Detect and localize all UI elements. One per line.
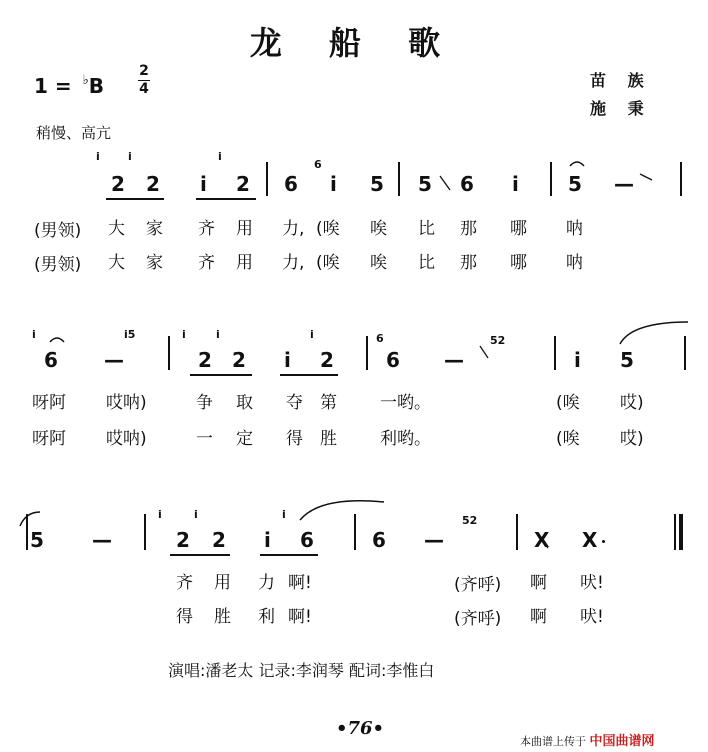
note: 6	[44, 348, 58, 372]
note: 6	[284, 172, 298, 196]
tempo-marking: 稍慢、高亢	[36, 124, 112, 142]
lyric: 唉	[370, 219, 387, 239]
lyric: 呀阿	[32, 393, 66, 413]
source-text: 本曲谱上传于	[520, 735, 586, 748]
meter-numerator: 2	[139, 63, 149, 79]
lyric: (男领)	[34, 221, 82, 241]
note: X	[534, 528, 550, 552]
lyric: (齐呼)	[454, 609, 502, 629]
lyric: 家	[146, 253, 163, 273]
lyric: (唉	[316, 219, 340, 239]
lyric: 啊	[530, 607, 547, 627]
dash: —	[424, 528, 444, 552]
grace-note: i	[32, 328, 36, 341]
lyric: 大	[108, 219, 125, 239]
lyric: 胜	[320, 429, 337, 449]
lyric: (唉	[556, 393, 580, 413]
note: i	[284, 348, 291, 372]
lyric: 啊	[530, 573, 547, 593]
lyric: (男领)	[34, 255, 82, 275]
page-number: •76•	[336, 718, 385, 739]
lyric: (齐呼)	[454, 575, 502, 595]
note: 5	[370, 172, 384, 196]
dash: —	[104, 348, 124, 372]
grace-note: i	[310, 328, 314, 341]
key-one: 1	[34, 74, 48, 98]
lyric: 得	[176, 607, 193, 627]
lyric: 力	[258, 573, 275, 593]
note: 6	[300, 528, 314, 552]
note: i	[574, 348, 581, 372]
lyric: 齐	[176, 573, 193, 593]
lyric: 利	[258, 607, 275, 627]
lyric: 那	[460, 219, 477, 239]
note: 2	[320, 348, 334, 372]
key-note: B	[88, 74, 105, 98]
lyric: 家	[146, 219, 163, 239]
note: 6	[386, 348, 400, 372]
lyric: 得	[286, 429, 303, 449]
lyric: 用	[214, 573, 231, 593]
grace-note: i	[218, 150, 222, 163]
grace-note: 52	[490, 334, 506, 347]
note: i	[512, 172, 519, 196]
lyric: 齐	[198, 219, 215, 239]
lyric: 力,	[282, 253, 305, 273]
grace-note: i	[158, 508, 162, 521]
dash: —	[92, 528, 112, 552]
grace-note: i	[194, 508, 198, 521]
grace-note: i	[182, 328, 186, 341]
note: 2	[146, 172, 160, 196]
lyric: 吠!	[580, 607, 604, 627]
performer-credits: 演唱:潘老太 记录:李润琴 配词:李惟白	[168, 661, 435, 680]
note: 6	[372, 528, 386, 552]
dash: —	[614, 172, 634, 196]
region-credit: 施 秉	[590, 99, 652, 118]
lyric: 哪	[510, 219, 527, 239]
lyric: 定	[236, 429, 253, 449]
song-title: 龙 船 歌	[249, 24, 459, 62]
meter-denominator: 4	[139, 81, 149, 97]
lyric: 取	[236, 393, 253, 413]
note: i	[200, 172, 207, 196]
note: 2	[198, 348, 212, 372]
lyric: 吠!	[580, 573, 604, 593]
lyric: 呀阿	[32, 429, 66, 449]
lyric: 比	[418, 219, 435, 239]
note: 5	[418, 172, 432, 196]
key-eq: =	[54, 74, 72, 98]
lyric: (唉	[316, 253, 340, 273]
lyric: 一	[196, 429, 213, 449]
lyric: 呐	[566, 219, 583, 239]
lyric: 一哟。	[380, 393, 431, 413]
lyric: 比	[418, 253, 435, 273]
note: 5	[30, 528, 44, 552]
lyric: 争	[196, 393, 213, 413]
dash: —	[444, 348, 464, 372]
lyric: 唉	[370, 253, 387, 273]
lyric: 啊!	[288, 573, 312, 593]
note: i	[264, 528, 271, 552]
note: 2	[212, 528, 226, 552]
lyric: 啊!	[288, 607, 312, 627]
grace-note: 52	[462, 514, 478, 527]
grace-note: i	[282, 508, 286, 521]
lyric: 大	[108, 253, 125, 273]
source-watermark	[520, 730, 655, 749]
lyric: 利哟。	[380, 429, 431, 449]
lyric: 第	[320, 393, 337, 413]
note: i	[330, 172, 337, 196]
lyric: 齐	[198, 253, 215, 273]
note: 2	[176, 528, 190, 552]
lyric: 用	[236, 219, 253, 239]
lyric: 哎呐)	[106, 393, 147, 413]
lyric: 胜	[214, 607, 231, 627]
lyric: 哪	[510, 253, 527, 273]
grace-note: i	[128, 150, 132, 163]
lyric: 那	[460, 253, 477, 273]
lyric: (唉	[556, 429, 580, 449]
note: 2	[111, 172, 125, 196]
grace-note: i5	[124, 328, 136, 341]
lyric: 力,	[282, 219, 305, 239]
note: 2	[232, 348, 246, 372]
lyric: 哎)	[620, 429, 644, 449]
note: 2	[236, 172, 250, 196]
flat-sign: ♭	[82, 73, 89, 88]
lyric: 哎)	[620, 393, 644, 413]
grace-note: 6	[376, 332, 384, 345]
source-brand: 中国曲谱网	[589, 734, 655, 749]
ethnic-credit: 苗 族	[590, 71, 652, 90]
lyric: 哎呐)	[106, 429, 147, 449]
grace-note: 6	[314, 158, 322, 171]
grace-note: i	[216, 328, 220, 341]
lyric: 用	[236, 253, 253, 273]
grace-note: i	[96, 150, 100, 163]
note: 6	[460, 172, 474, 196]
note: 5	[620, 348, 634, 372]
note: X	[582, 528, 598, 552]
lyric: 夺	[286, 393, 303, 413]
note: 5	[568, 172, 582, 196]
lyric: 呐	[566, 253, 583, 273]
